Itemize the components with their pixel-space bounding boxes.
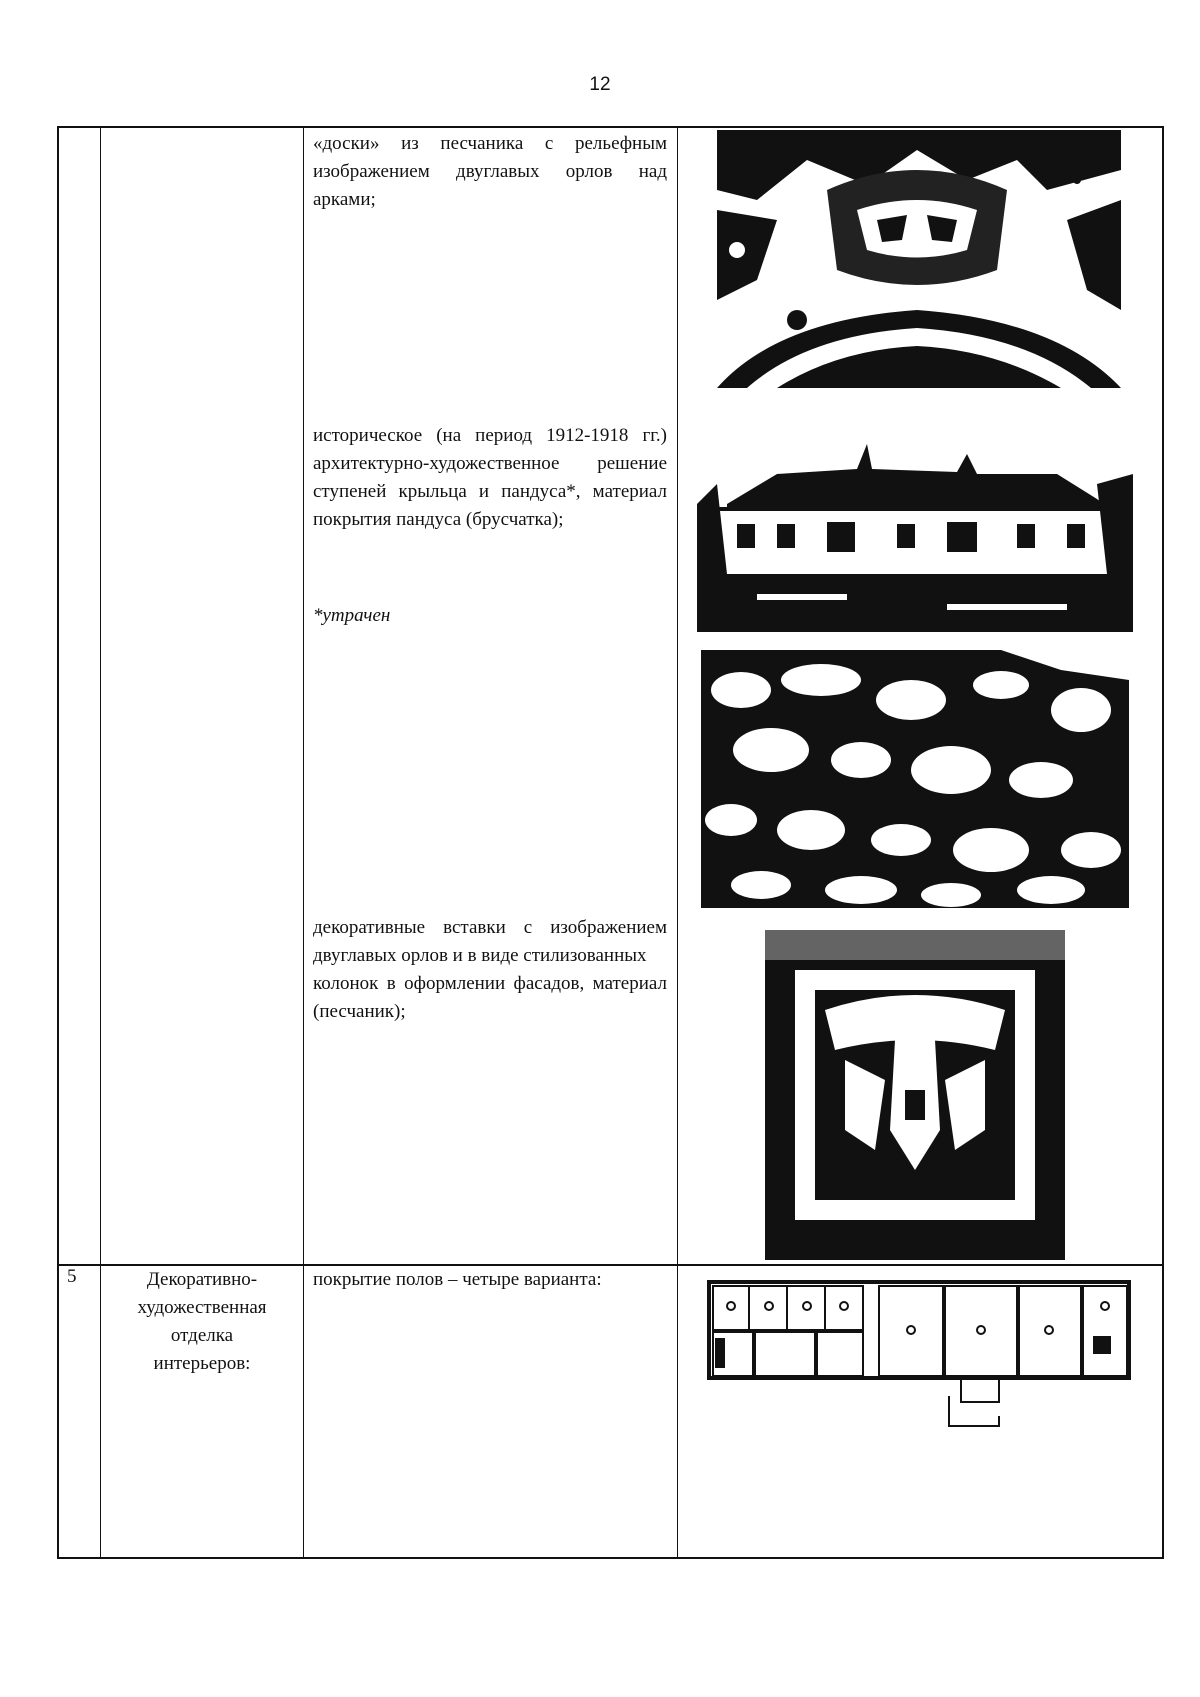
historic-facade-photo <box>697 444 1133 632</box>
eagle-insert-photo <box>765 930 1065 1260</box>
row5-title-line-4: интерьеров: <box>153 1353 251 1374</box>
document-table <box>57 126 1164 1559</box>
row-number: 5 <box>67 1266 77 1287</box>
item-lost-note: *утрачен <box>313 605 391 626</box>
item-decorative-inserts-line-2: колонок в оформлении фасадов, материал (песчаник); <box>313 973 667 1022</box>
cobblestone-photo <box>701 650 1129 908</box>
row5-title-line-1: Декоративно- <box>146 1269 258 1290</box>
row5-title <box>103 1266 301 1378</box>
column-divider <box>677 128 678 1557</box>
item-decorative-inserts-line-1: декоративные вставки с изображением двуглавых орлов и в виде стилизованных <box>313 917 667 966</box>
item-historic-porch-text: историческое (на период 1912-1918 гг.) архитектурно-художественное решение ступеней крыльца и пандуса*, материал покрытия пандуса (брусчатка); <box>313 425 667 530</box>
page-number: 12 <box>589 74 611 95</box>
column-divider <box>100 128 101 1557</box>
row5-title-line-3: отделка <box>170 1325 234 1346</box>
item-decorative-inserts-text <box>313 914 667 1026</box>
row5-title-line-2: художественная <box>137 1297 267 1318</box>
item-eagle-boards-text: «доски» из песчаника с рельефным изображением двуглавых орлов над арками; <box>313 133 667 210</box>
eagle-relief-photo <box>717 130 1121 388</box>
row5-description: покрытие полов – четыре варианта: <box>313 1269 602 1290</box>
floor-plan-drawing <box>699 1276 1137 1438</box>
column-divider <box>303 128 304 1557</box>
